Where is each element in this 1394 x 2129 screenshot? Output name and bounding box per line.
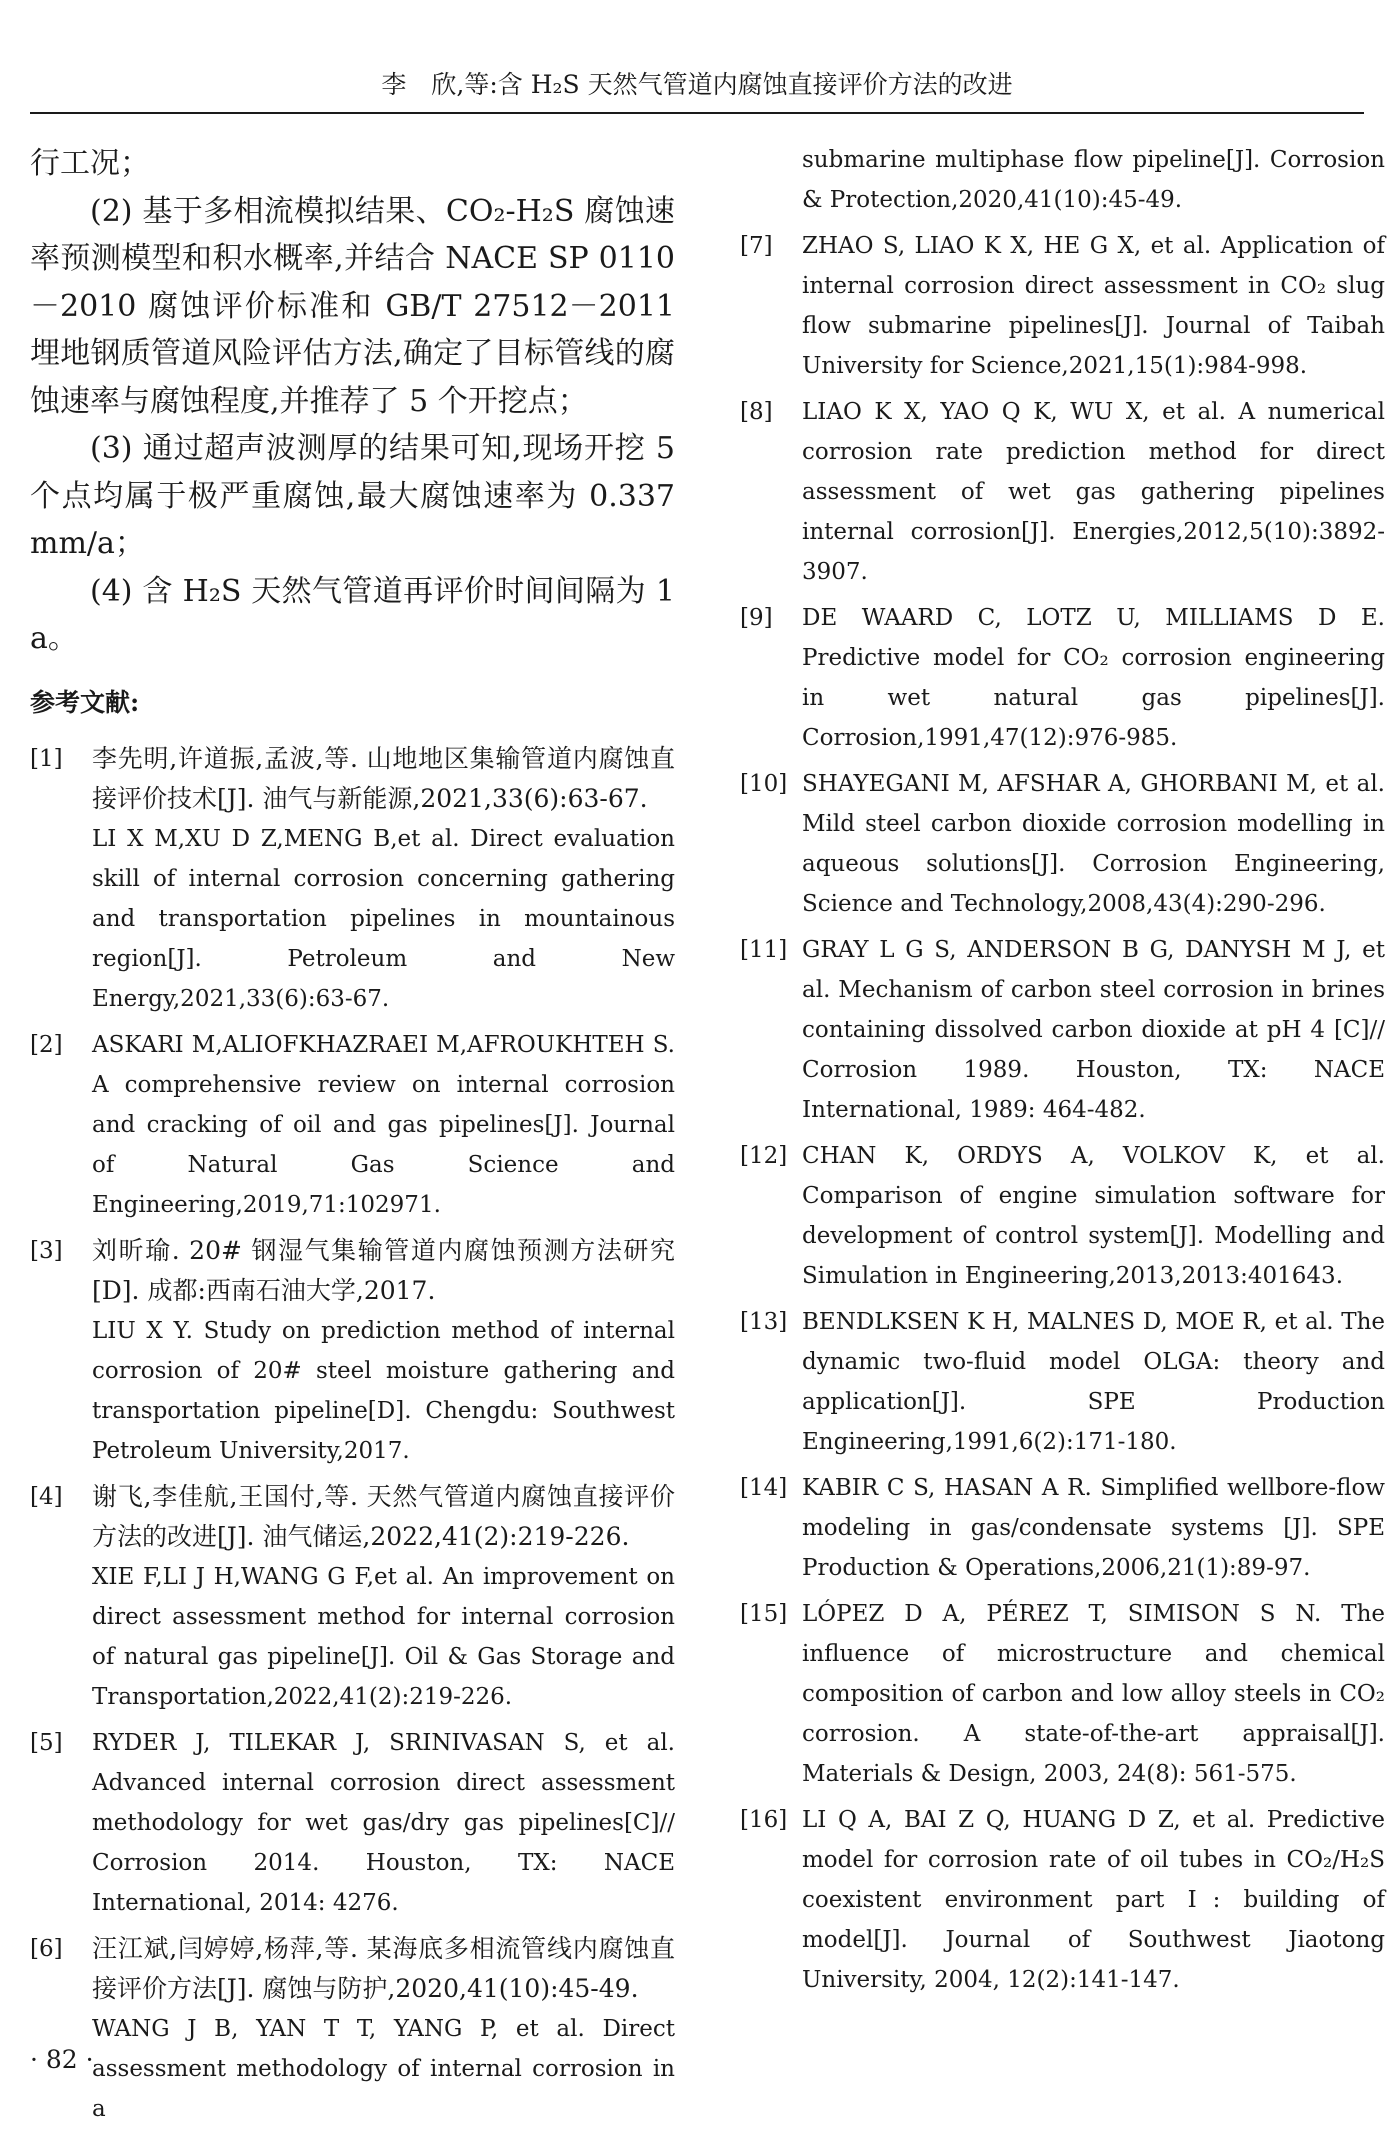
reference-item: [740, 1594, 1385, 1794]
body-paragraph: (3) 通过超声波测厚的结果可知,现场开挖 5 个点均属于极严重腐蚀,最大腐蚀速率为 0.337 mm/a；: [30, 431, 675, 561]
reference-text-en: WANG J B, YAN T T, YANG P, et al. Direct assessment methodology of internal corrosion in a: [92, 2015, 675, 2122]
reference-text-en: LIAO K X, YAO Q K, WU X, et al. A numerical corrosion rate prediction method for direct assessment of wet gas gathering pipelines internal corrosion[J]. Energies,2012,5(10):3892-3907.: [802, 399, 1385, 585]
reference-item: [740, 1800, 1385, 2000]
reference-item: [740, 392, 1385, 592]
reference-text-cn: 刘昕瑜. 20# 钢湿气集输管道内腐蚀预测方法研究[D]. 成都:西南石油大学,2017.: [92, 1235, 675, 1305]
reference-text-en: XIE F,LI J H,WANG G F,et al. An improvement on direct assessment method for internal corrosion of natural gas pipeline[J]. Oil & Gas Storage and Transportation,2022,41(2):219-226.: [92, 1563, 675, 1710]
reference-number: [4]: [30, 1483, 63, 1510]
reference-number: [13]: [740, 1309, 788, 1335]
reference-number: [12]: [740, 1143, 788, 1169]
page-number: · 82 ·: [30, 2045, 94, 2074]
reference-number: [8]: [740, 399, 773, 425]
reference-text-en: LI X M,XU D Z,MENG B,et al. Direct evaluation skill of internal corrosion concerning gathering and transportation pipelines in mountainous region[J]. Petroleum and New Energy,2021,33(6):63-67.: [92, 825, 675, 1012]
reference-item: [30, 1477, 675, 1717]
reference-continuation: submarine multiphase flow pipeline[J]. Corrosion & Protection,2020,41(10):45-49.: [802, 147, 1385, 213]
reference-number: [1]: [30, 745, 63, 772]
reference-number: [11]: [740, 937, 788, 963]
reference-text-en: LIU X Y. Study on prediction method of internal corrosion of 20# steel moisture gathering and transportation pipeline[D]. Chengdu: Southwest Petroleum University,2017.: [92, 1317, 675, 1464]
reference-text-en: RYDER J, TILEKAR J, SRINIVASAN S, et al. Advanced internal corrosion direct assessment methodology for wet gas/dry gas pipelines[C]// Corrosion 2014. Houston, TX: NACE International, 2014: 4276.: [92, 1729, 675, 1916]
reference-number: [7]: [740, 233, 773, 259]
reference-item: [30, 739, 675, 1019]
header-rule: [30, 112, 1364, 114]
right-column: [740, 140, 1385, 2000]
reference-list: [30, 739, 675, 2129]
reference-list: [740, 226, 1385, 2000]
reference-number: [14]: [740, 1475, 788, 1501]
reference-text-en: GRAY L G S, ANDERSON B G, DANYSH M J, et al. Mechanism of carbon steel corrosion in brines containing dissolved carbon dioxide at pH 4 [C]// Corrosion 1989. Houston, TX: NACE International, 1989: 464-482.: [802, 937, 1385, 1123]
reference-item: [740, 598, 1385, 758]
reference-text-en: ASKARI M,ALIOFKHAZRAEI M,AFROUKHTEH S. A comprehensive review on internal corrosion and cracking of oil and gas pipelines[J]. Journal of Natural Gas Science and Engineering,2019,71:102971.: [92, 1031, 675, 1218]
reference-number: [16]: [740, 1807, 788, 1833]
reference-text-en: DE WAARD C, LOTZ U, MILLIAMS D E. Predictive model for CO₂ corrosion engineering in wet natural gas pipelines[J]. Corrosion,1991,47(12):976-985.: [802, 605, 1385, 751]
references-heading: 参考文献:: [30, 687, 140, 717]
reference-number: [9]: [740, 605, 773, 631]
body-paragraph: (4) 含 H₂S 天然气管道再评价时间间隔为 1 a。: [30, 573, 675, 656]
reference-item: [30, 1929, 675, 2129]
reference-number: [6]: [30, 1935, 63, 1962]
reference-text-en: ZHAO S, LIAO K X, HE G X, et al. Application of internal corrosion direct assessment in CO₂ slug flow submarine pipelines[J]. Journal of Taibah University for Science,2021,15(1):984-998.: [802, 233, 1385, 379]
reference-number: [10]: [740, 771, 788, 797]
reference-number: [15]: [740, 1601, 788, 1627]
reference-item: [30, 1025, 675, 1225]
reference-number: [3]: [30, 1237, 63, 1264]
reference-item: [740, 764, 1385, 924]
reference-number: [2]: [30, 1031, 63, 1058]
reference-text-en: KABIR C S, HASAN A R. Simplified wellbore-flow modeling in gas/condensate systems [J]. SPE Production & Operations,2006,21(1):89-97.: [802, 1475, 1385, 1581]
reference-item: [740, 930, 1385, 1130]
reference-item: [30, 1723, 675, 1923]
reference-item: [740, 226, 1385, 386]
body-paragraph: (2) 基于多相流模拟结果、CO₂-H₂S 腐蚀速率预测模型和积水概率,并结合 NACE SP 0110－2010 腐蚀评价标准和 GB/T 27512－2011 埋地钢质管道风险评估方法,确定了目标管线的腐蚀速率与腐蚀程度,并推荐了 5 个开挖点；: [30, 193, 675, 419]
running-head: 李 欣,等:含 H₂S 天然气管道内腐蚀直接评价方法的改进: [381, 70, 1013, 99]
reference-text-cn: 李先明,许道振,孟波,等. 山地地区集输管道内腐蚀直接评价技术[J]. 油气与新能源,2021,33(6):63-67.: [92, 743, 675, 813]
reference-number: [5]: [30, 1729, 63, 1756]
reference-text-en: CHAN K, ORDYS A, VOLKOV K, et al. Comparison of engine simulation software for development of control system[J]. Modelling and Simulation in Engineering,2013,2013:401643.: [802, 1143, 1385, 1289]
left-column: [30, 140, 675, 2129]
body-paragraph: 行工况；: [30, 146, 150, 181]
reference-text-cn: 谢飞,李佳航,王国付,等. 天然气管道内腐蚀直接评价方法的改进[J]. 油气储运,2022,41(2):219-226.: [92, 1481, 675, 1551]
reference-text-en: SHAYEGANI M, AFSHAR A, GHORBANI M, et al. Mild steel carbon dioxide corrosion modelling in aqueous solutions[J]. Corrosion Engineering, Science and Technology,2008,43(4):290-296.: [802, 771, 1385, 917]
reference-text-en: LI Q A, BAI Z Q, HUANG D Z, et al. Predictive model for corrosion rate of oil tubes in CO₂/H₂S coexistent environment part Ⅰ: building of model[J]. Journal of Southwest Jiaotong University, 2004, 12(2):141-147.: [802, 1807, 1385, 1993]
reference-text-en: LÓPEZ D A, PÉREZ T, SIMISON S N. The influence of microstructure and chemical composition of carbon and low alloy steels in CO₂ corrosion. A state-of-the-art appraisal[J]. Materials & Design, 2003, 24(8): 561-575.: [802, 1601, 1385, 1787]
reference-text-en: BENDLKSEN K H, MALNES D, MOE R, et al. The dynamic two-fluid model OLGA: theory and application[J]. SPE Production Engineering,1991,6(2):171-180.: [802, 1309, 1385, 1455]
reference-item: [740, 1302, 1385, 1462]
reference-item: [740, 1136, 1385, 1296]
reference-item: [740, 1468, 1385, 1588]
reference-text-cn: 汪江斌,闫婷婷,杨萍,等. 某海底多相流管线内腐蚀直接评价方法[J]. 腐蚀与防护,2020,41(10):45-49.: [92, 1933, 675, 2003]
reference-item: [30, 1231, 675, 1471]
